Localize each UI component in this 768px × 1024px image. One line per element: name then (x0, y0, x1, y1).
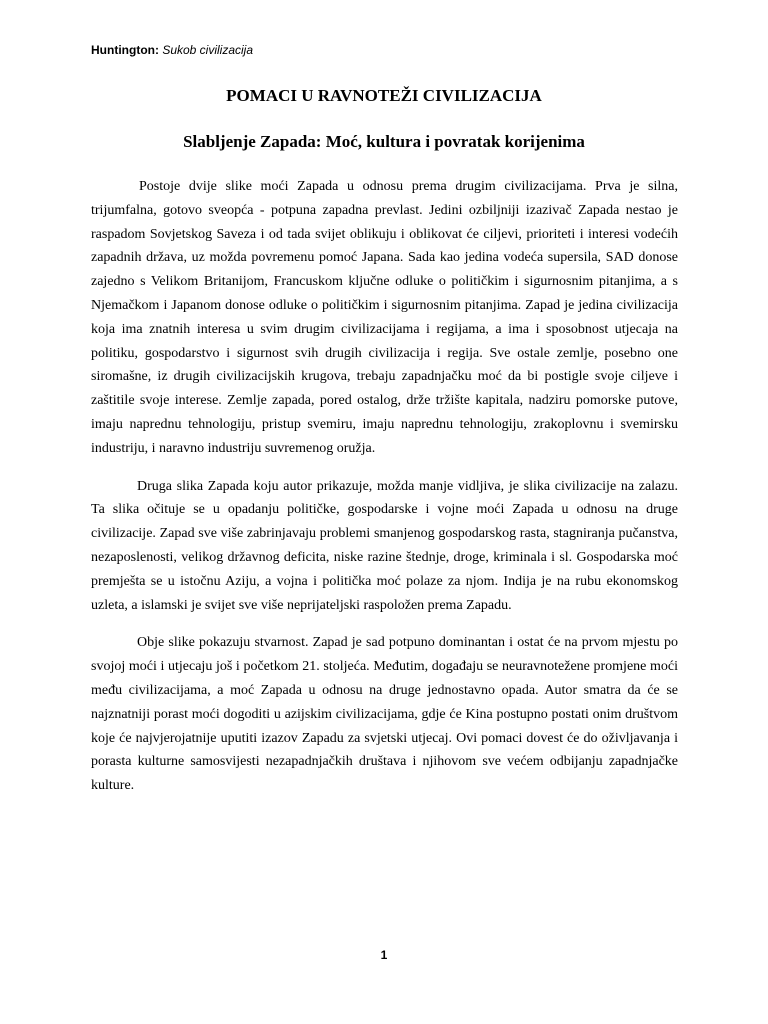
body-text (91, 175, 678, 812)
paragraph-1: Postoje dvije slike moći Zapada u odnosu prema drugim civilizacijama. Prva je silna, trijumfalna, gotovo sveopća - potpuna zapadna prevlast. Jedini ozbiljniji izazivač Zapada nestao je raspadom Sovjetskog Saveza i od tada svijet oblikuju i oblikovat će ciljevi, prioriteti i interesi vodećih zapadnih država, uz možda povremenu pomoć Japana. Sada kao jedina vodeća supersila, SAD donose zajedno s Velikom Britanijom, Francuskom ključne odluke o političkim i sigurnosnim pitanjima, a s Njemačkom i Japanom donose odluke o političkim i sigurnosnim pitanjima. Zapad je jedina civilizacija koja ima znatnih interesa u svim drugim civilizacijama i regijama, a ima i sposobnost utjecaja na politiku, gospodarstvo i sigurnost svih drugih civilizacija i regija. Sve ostale zemlje, posebno one siromašne, iz drugih civilizacijskih krugova, trebaju zapadnjačku moć da bi postigle svoje ciljeve i zaštitile svoje interese. Zemlje zapada, pored ostalog, drže tržište kapitala, nadziru pomorske putove, imaju naprednu tehnologiju, pristup svemiru, imaju naprednu tehnologiju, zrakoplovnu i svemirsku industriju, i naravno industriju suvremenog oružja. (91, 179, 678, 456)
header-author: Huntington: (91, 43, 159, 57)
header-book-title: Sukob civilizacija (162, 43, 254, 57)
section-subtitle: Slabljenje Zapada: Moć, kultura i povratak korijenima (183, 132, 585, 151)
page-title: POMACI U RAVNOTEŽI CIVILIZACIJA (226, 86, 542, 105)
paragraph-2: Druga slika Zapada koju autor prikazuje, možda manje vidljiva, je slika civilizacije na zalazu. Ta slika očituje se u opadanju političke, gospodarske i vojne moći Zapada u odnosu na druge civilizacije. Zapad sve više zabrinjavaju problemi smanjenog gospodarskog rasta, stagniranja pučanstva, nezaposlenosti, velikog državnog deficita, niske razine štednje, droge, kriminala i sl. Gospodarska moć premješta se u istočnu Aziju, a vojna i politička moć polaze za njom. Indija je na rubu ekonomskog uzleta, a islamski je svijet sve više neprijateljski raspoložen prema Zapadu. (91, 478, 678, 613)
paragraph-3: Obje slike pokazuju stvarnost. Zapad je sad potpuno dominantan i ostat će na prvom mjestu po svojoj moći i utjecaju još i početkom 21. stoljeća. Međutim, događaju se neuravnotežene promjene moći među civilizacijama, a moć Zapada u odnosu na druge jednostavno opada. Autor smatra da će se najznatniji porast moći dogoditi u azijskim civilizacijama, gdje će Kina postupno postati onim društvom koje će najvjerojatnije uputiti izazov Zapadu za svjetski utjecaj. Ovi pomaci dovest će do oživljavanja i porasta kulturne samosvijesti nezapadnjačkih društava i njihovom sve većem odbijanju zapadnjačke kulture. (91, 635, 678, 794)
page-number: 1 (380, 948, 388, 962)
running-header (91, 43, 253, 57)
